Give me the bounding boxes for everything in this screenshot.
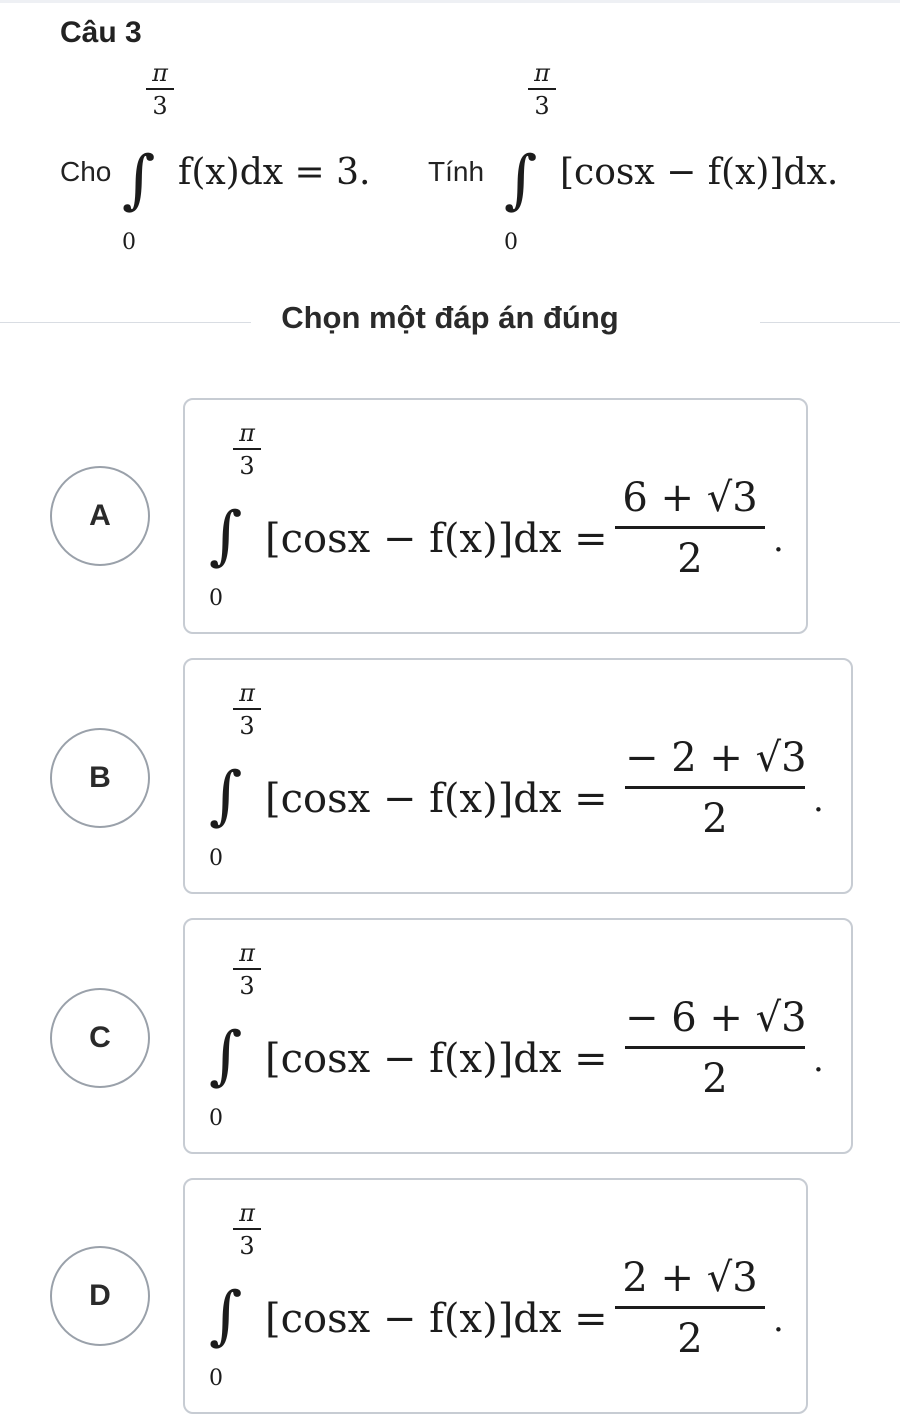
integral-sign: ∫ — [209, 499, 243, 573]
option-c-fraction — [625, 994, 805, 1101]
question-prefix: Cho — [60, 156, 112, 187]
option-a-card[interactable] — [183, 398, 808, 634]
upper-limit-pi: π — [534, 59, 550, 87]
option-a-period: . — [773, 520, 784, 560]
lower-limit: 0 — [209, 846, 223, 871]
integral-sign: ∫ — [209, 1279, 243, 1353]
given-integral — [118, 60, 178, 270]
lower-limit: 0 — [504, 230, 518, 255]
instruction-label: Chọn một đáp án đúng — [0, 300, 900, 336]
option-c-radio[interactable]: C — [50, 988, 150, 1088]
top-divider — [0, 0, 900, 3]
upper-limit-den: 3 — [239, 712, 255, 740]
lower-limit: 0 — [209, 1366, 223, 1391]
upper-limit-pi: π — [239, 419, 255, 447]
option-a-numerator: 6 + √3 — [622, 475, 758, 521]
option-b-integral — [205, 680, 265, 890]
option-a-radio[interactable]: A — [50, 466, 150, 566]
option-d-radio[interactable]: D — [50, 1246, 150, 1346]
option-c-integrand: [cosx − f(x)]dx = — [265, 1036, 608, 1082]
target-integrand: [cosx − f(x)]dx. — [560, 152, 839, 193]
option-a-integrand: [cosx − f(x)]dx = — [265, 516, 608, 562]
lower-limit: 0 — [209, 1106, 223, 1131]
option-d-numerator: 2 + √3 — [622, 1255, 758, 1301]
option-d-integral — [205, 1200, 265, 1410]
integral-sign: ∫ — [209, 1019, 243, 1093]
integral-sign: ∫ — [122, 143, 156, 217]
upper-limit-den: 3 — [152, 92, 168, 120]
upper-limit-den: 3 — [239, 452, 255, 480]
option-a-denominator: 2 — [677, 536, 703, 582]
upper-limit-den: 3 — [239, 972, 255, 1000]
option-c-numerator: − 6 + √3 — [625, 995, 807, 1041]
upper-limit-pi: π — [152, 59, 168, 87]
option-d-denominator: 2 — [677, 1316, 703, 1362]
option-d-fraction — [615, 1254, 765, 1361]
upper-limit-pi: π — [239, 1199, 255, 1227]
question-title: Câu 3 — [60, 16, 142, 49]
upper-limit-pi: π — [239, 679, 255, 707]
option-c-integral — [205, 940, 265, 1150]
option-d-period: . — [773, 1300, 784, 1340]
option-b-period: . — [813, 780, 824, 820]
option-c-card[interactable] — [183, 918, 853, 1154]
lower-limit: 0 — [122, 230, 136, 255]
target-integral — [500, 60, 560, 270]
option-b-radio[interactable]: B — [50, 728, 150, 828]
option-b-integrand: [cosx − f(x)]dx = — [265, 776, 608, 822]
option-d-card[interactable] — [183, 1178, 808, 1414]
upper-limit-den: 3 — [534, 92, 550, 120]
option-b-fraction — [625, 734, 805, 841]
integral-sign: ∫ — [209, 759, 243, 833]
upper-limit-den: 3 — [239, 1232, 255, 1260]
lower-limit: 0 — [209, 586, 223, 611]
option-c-period: . — [813, 1040, 824, 1080]
option-a-integral — [205, 420, 265, 630]
upper-limit-pi: π — [239, 939, 255, 967]
given-integrand: f(x)dx = 3. — [178, 152, 371, 193]
option-c-denominator: 2 — [702, 1056, 728, 1102]
option-b-numerator: − 2 + √3 — [625, 735, 807, 781]
option-a-fraction — [615, 474, 765, 581]
question-middle: Tính — [428, 156, 485, 187]
option-b-card[interactable] — [183, 658, 853, 894]
option-d-integrand: [cosx − f(x)]dx = — [265, 1296, 608, 1342]
option-b-denominator: 2 — [702, 796, 728, 842]
integral-sign: ∫ — [504, 143, 538, 217]
